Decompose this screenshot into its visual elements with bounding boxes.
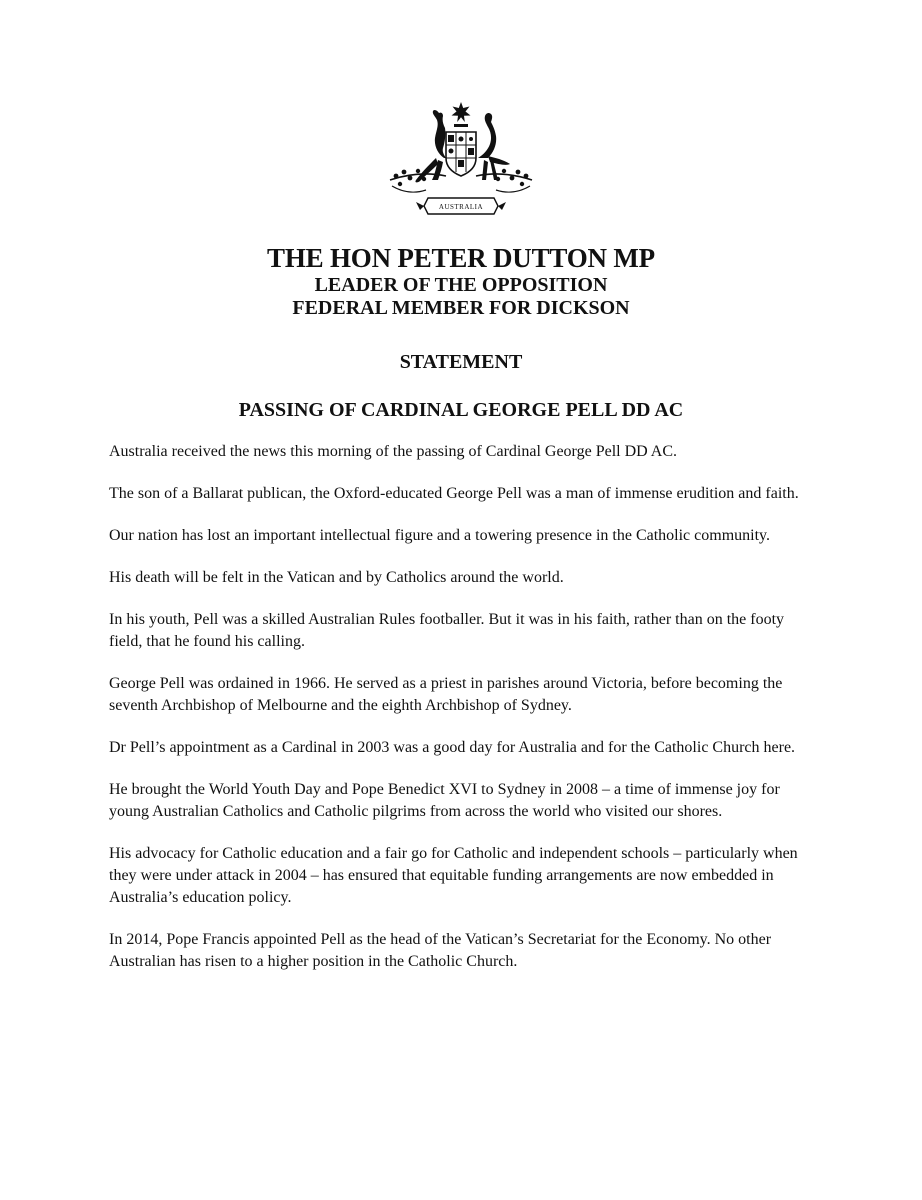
paragraph: Our nation has lost an important intellectual figure and a towering presence in the Catholic community. [109,527,770,544]
paragraph: His death will be felt in the Vatican and by Catholics around the world. [109,569,564,586]
paragraph: His advocacy for Catholic education and a fair go for Catholic and independent schools – particularly when they were under attack in 2004 – has ensured that equitable funding arrangements are now embedded in Australia’s education policy. [109,845,798,906]
paragraph: In his youth, Pell was a skilled Australian Rules footballer. But it was in his faith, rather than on the footy field, that he found his calling. [109,611,785,650]
document-type: STATEMENT [399,351,523,373]
paragraph: Dr Pell’s appointment as a Cardinal in 2003 was a good day for Australia and for the Catholic Church here. [109,739,796,756]
member-role: LEADER OF THE OPPOSITION [314,274,608,296]
paragraph: In 2014, Pope Francis appointed Pell as the head of the Vatican’s Secretariat for the Economy. No other Australian has risen to a higher position in the Catholic Church. [109,931,772,970]
member-electorate: FEDERAL MEMBER FOR DICKSON [292,297,630,319]
letterhead [0,243,922,320]
statement-title: PASSING OF CARDINAL GEORGE PELL DD AC [238,399,684,421]
member-name: THE HON PETER DUTTON MP [267,243,655,273]
paragraph: He brought the World Youth Day and Pope Benedict XVI to Sydney in 2008 – a time of immense joy for young Australian Catholics and Catholic pilgrims from across the world who visited our shores. [109,781,780,820]
paragraph: George Pell was ordained in 1966. He served as a priest in parishes around Victoria, before becoming the seventh Archbishop of Melbourne and the eighth Archbishop of Sydney. [109,675,783,714]
paragraph: The son of a Ballarat publican, the Oxford-educated George Pell was a man of immense erudition and faith. [109,485,799,502]
crest-scroll-text: AUSTRALIA [438,203,484,211]
paragraph: Australia received the news this morning of the passing of Cardinal George Pell DD AC. [109,443,678,460]
australian-coat-of-arms-icon [380,100,542,225]
statement-body [109,441,811,993]
